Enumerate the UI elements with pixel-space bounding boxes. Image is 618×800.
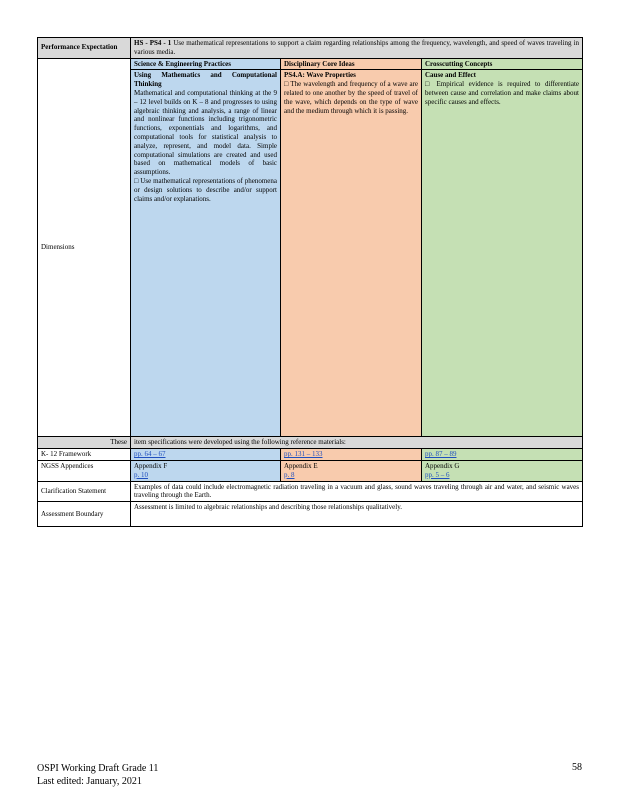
framework-row (38, 449, 583, 461)
sep-bullet-item (134, 177, 277, 203)
dci-bullet-text: The wavelength and frequency of a wave are related to one another by the speed of travel of the wave, which depends on the type of wave and the medium through which it is passing. (284, 80, 418, 115)
checkbox-bullet-icon: □ (134, 176, 141, 185)
assessment-row (38, 502, 583, 527)
dimensions-header-row (38, 58, 583, 70)
ngss-ccc-link[interactable]: pp. 5 – 6 (425, 470, 450, 479)
ngss-dci-link[interactable]: p. 8 (284, 470, 295, 479)
performance-expectation-code: HS - PS4 - 1 (134, 39, 172, 47)
dci-bullet-item (284, 80, 418, 115)
ngss-ccc-cell (422, 460, 583, 481)
ngss-sep-cell (131, 460, 281, 481)
ngss-row (38, 460, 583, 481)
framework-sep-cell (131, 449, 281, 461)
reference-note-row (38, 437, 583, 449)
footer-draft-title: OSPI Working Draft Grade 11 (37, 763, 159, 774)
sep-body: Mathematical and computational thinking at the 9 – 12 level builds on K – 8 and progresses to using algebraic thinking and analysis, a range of linear and nonlinear functions including trigonometric functions, exponentials and logarithms, and computational tools for statistical analysis to analyze, represent, and model data. Simple computational simulations are created and used based on mathematical models of basic assumptions. (134, 88, 277, 177)
performance-expectation-text (131, 38, 583, 59)
dimensions-label: Dimensions (38, 58, 131, 437)
clarification-row (38, 481, 583, 502)
ccc-cell (422, 70, 583, 437)
performance-expectation-label: Performance Expectation (38, 38, 131, 59)
ccc-bullet-text: Empirical evidence is required to differentiate between cause and correlation and make claims about specific causes and effects. (425, 80, 580, 106)
dci-title: PS4.A: Wave Properties (284, 71, 356, 80)
framework-label: K- 12 Framework (38, 449, 131, 461)
clarification-label: Clarification Statement (38, 481, 131, 502)
ccc-title: Cause and Effect (425, 71, 476, 80)
sep-bullet-text: Use mathematical representations of phenomena or design solutions to describe and/or support claims and/or explanations. (134, 176, 277, 203)
assessment-text: Assessment is limited to algebraic relationships and describing those relationships qualitatively. (131, 502, 583, 527)
reference-note-lead: These (38, 437, 131, 449)
framework-ccc-cell (422, 449, 583, 461)
framework-dci-cell (281, 449, 422, 461)
ngss-sep-link[interactable]: p. 10 (134, 470, 148, 479)
ccc-bullet-item (425, 80, 579, 106)
ccc-header: Crosscutting Concepts (422, 58, 583, 70)
checkbox-bullet-icon: □ (425, 80, 437, 89)
ngss-dci-cell (281, 460, 422, 481)
assessment-label: Assessment Boundary (38, 502, 131, 527)
checkbox-bullet-icon: □ (284, 80, 291, 89)
ngss-dci-title: Appendix E (284, 461, 318, 470)
item-specification-table (37, 37, 583, 527)
page-number: 58 (572, 762, 582, 773)
dci-header: Disciplinary Core Ideas (281, 58, 422, 70)
ngss-ccc-title: Appendix G (425, 461, 460, 470)
sep-title: Using Mathematics and Computational Thinking (134, 71, 277, 89)
reference-note-text: item specifications were developed using the following reference materials: (131, 437, 583, 449)
ngss-label: NGSS Appendices (38, 460, 131, 481)
dci-cell (281, 70, 422, 437)
ngss-sep-title: Appendix F (134, 461, 168, 470)
sep-header: Science & Engineering Practices (131, 58, 281, 70)
framework-dci-link[interactable]: pp. 131 – 133 (284, 450, 323, 459)
performance-expectation-statement: Use mathematical representations to support a claim regarding relationships among the frequency, wavelength, and speed of waves traveling in various media. (134, 39, 580, 56)
framework-sep-link[interactable]: pp. 64 – 67 (134, 450, 166, 459)
framework-ccc-link[interactable]: pp. 87 – 89 (425, 450, 457, 459)
sep-cell (131, 70, 281, 437)
footer-last-edited: Last edited: January, 2021 (37, 776, 142, 787)
performance-expectation-row (38, 38, 583, 59)
clarification-text: Examples of data could include electromagnetic radiation traveling in a vacuum and glass, sound waves traveling through air and water, and seismic waves traveling through the Earth. (131, 481, 583, 502)
footer-left (37, 762, 158, 788)
